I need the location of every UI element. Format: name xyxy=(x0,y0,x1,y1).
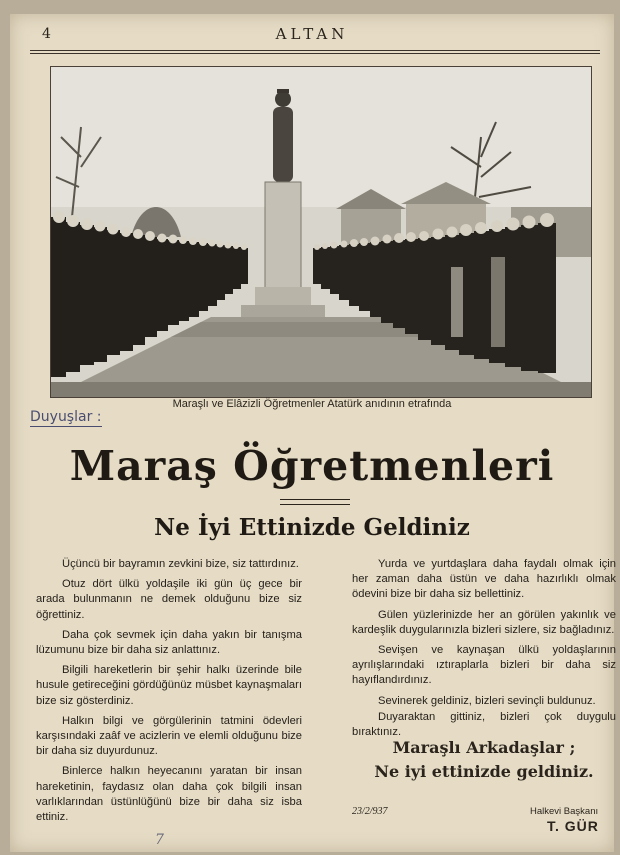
article-date: 23/2/937 xyxy=(352,806,388,817)
article-left-column xyxy=(36,557,302,830)
monument-photo xyxy=(50,66,592,398)
closing-line-1: Maraşlı Arkadaşlar ; xyxy=(392,738,576,757)
paragraph: Daha çok sevmek için daha yakın bir tanışma lüzumunu bize bir daha siz anlattınız. xyxy=(36,628,302,657)
paragraph: Otuz dört ülkü yoldaşile iki gün üç gece bir arada bulunmanın ne demek olduğunu bize siz öğrettiniz. xyxy=(36,578,302,621)
headline: Maraş Öğretmenleri xyxy=(69,442,555,490)
paragraph: Üçüncü bir bayramın zevkini bize, siz tattırdınız. xyxy=(62,558,299,570)
header-rule xyxy=(30,50,600,51)
paragraph: Gülen yüzlerinizde her an görülen yakınlık ve kardeşlik duygularınızla bizleri sizlere, siz bağladınız. xyxy=(352,608,616,636)
header-rule-secondary xyxy=(30,53,600,54)
signature-role: Halkevi Başkanı xyxy=(530,806,599,817)
paragraph: Halkın bilgi ve görgülerinin tatmini ödevleri karşısındaki zaâf ve acizlerin ve elemli olduğunu bize bir daha siz duyurdunuz. xyxy=(36,714,302,758)
pencil-mark: 7 xyxy=(155,832,164,848)
paragraph: Duyaraktan gittiniz, bizleri çok duygulu bıraktınız. xyxy=(352,710,616,739)
section-tag: Duyuşlar : xyxy=(30,409,102,425)
paragraph: Sevişen ve kaynaşan ülkü yoldaşlarının ayrılışlarındaki ıztıraplarla bizleri bir daha siz hayıflandırdınız. xyxy=(352,644,616,687)
paragraph: Binlerce halkın heyecanını yaratan bir insan hareketinin, faydasız olan daha çok bilgili insan varlıklarından üstünlüğünü bize bir daha siz isba ettiniz. xyxy=(36,765,302,824)
magazine-title: ALTAN xyxy=(275,25,349,43)
page-number: 4 xyxy=(42,26,51,42)
page-header xyxy=(10,24,614,48)
paragraph: Sevinerek geldiniz, bizleri sevinçli buldunuz. xyxy=(378,694,596,707)
monument-photo-illustration xyxy=(51,67,591,397)
paragraph: Bilgili hareketlerin bir şehir halkı üzerinde bile husule getireceğini gördüğünüz müsbet kaynaşmaları bize siz gösterdiniz. xyxy=(36,664,302,707)
closing-line-2: Ne iyi ettinizde geldiniz. xyxy=(374,762,594,781)
signature-name: T. GÜR xyxy=(547,818,599,834)
magazine-page xyxy=(10,14,614,852)
article-right-column xyxy=(352,557,616,745)
paragraph: Yurda ve yurtdaşlara daha faydalı olmak için her zaman daha üstün ve daha hazırlıklı olmak ödevini bize bir daha siz bellettiniz. xyxy=(352,558,616,601)
headline-divider xyxy=(280,499,350,505)
photo-caption: Maraşlı ve Elâzizli Öğretmenler Atatürk anıdının etrafında xyxy=(172,398,452,410)
subheadline: Ne İyi Ettinizde Geldiniz xyxy=(154,514,470,541)
